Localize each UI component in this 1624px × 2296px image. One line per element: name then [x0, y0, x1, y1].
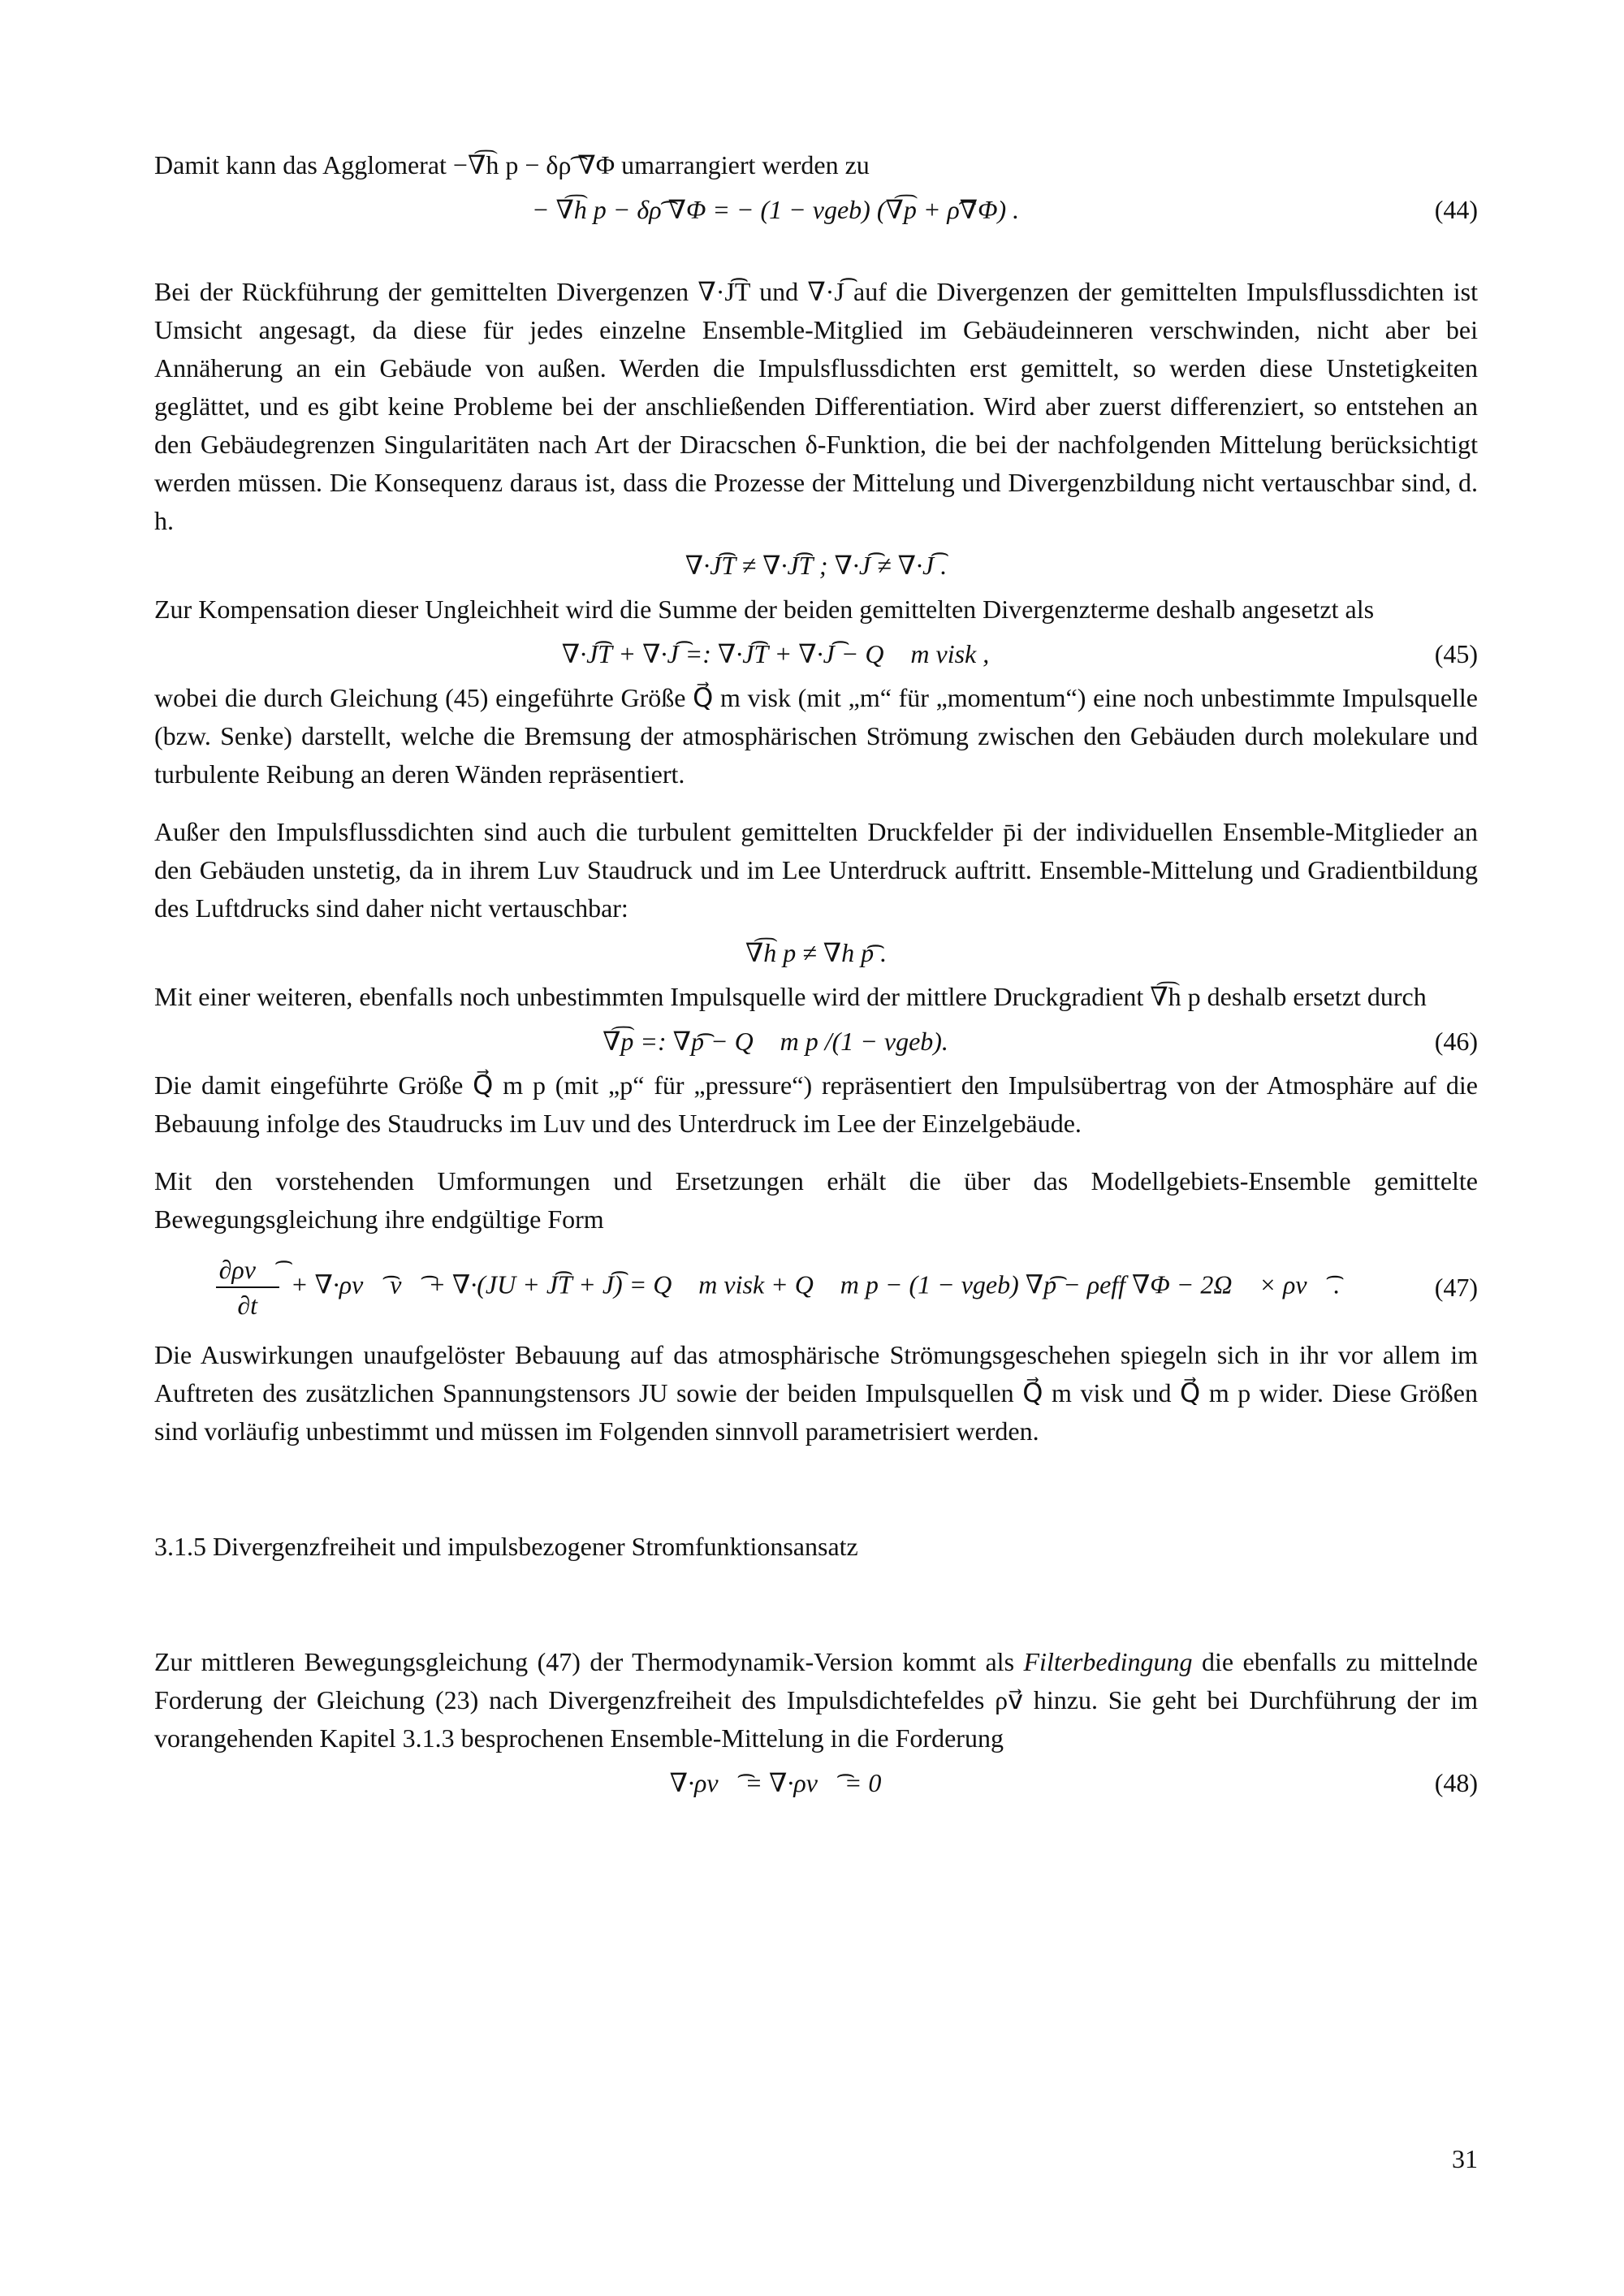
paragraph-final-form: Mit den vorstehenden Umformungen und Ersetzungen erhält die über das Modellgebiets-Ensemble gemittelte Bewegungsgleichung ihre endgültige Form	[154, 1166, 1478, 1234]
equation-inequality-1	[154, 540, 1478, 590]
paragraph-filter-condition	[154, 1643, 1478, 1758]
paragraph-pressure: Außer den Impulsflussdichten sind auch die turbulent gemittelten Druckfelder p̄i der individuellen Ensemble-Mitglieder an den Gebäuden unstetig, da in ihrem Luv Staudruck und im Lee Unterdruck auftritt. Ensemble-Mittelung und Gradientbildung des Luftdrucks sind daher nicht vertauschbar:	[154, 817, 1478, 923]
paragraph-momentum-source: wobei die durch Gleichung (45) eingeführte Größe Q⃗ m visk (mit „m“ für „momentum“) eine noch unbestimmte Impulsquelle (bzw. Senke) darstellt, welche die Bremsung der atmosphärischen Strömung zwischen den Gebäuden durch molekulare und turbulente Reibung an deren Wänden repräsentiert.	[154, 683, 1478, 789]
equation-45-body: ∇·J͡T + ∇·J͡ =: ∇·J͡T + ∇·J͡ − Q⃗ m visk ,	[561, 638, 990, 668]
paragraph-filter-condition-a: Zur mittleren Bewegungsgleichung (47) der Thermodynamik-Version kommt als	[154, 1647, 1024, 1676]
paragraph-intro: Damit kann das Agglomerat −∇͡h p − δρ͡ ∇Φ umarrangiert werden zu	[154, 150, 870, 179]
equation-inequality-2	[154, 927, 1478, 978]
equation-48-body: ∇·ρv⃗͡ = ∇·ρv⃗͡ = 0	[669, 1767, 882, 1797]
paragraph-effects: Die Auswirkungen unaufgelöster Bebauung auf das atmosphärische Strömungsgeschehen spiegeln sich in ihr vor allem im Auftreten des zusätzlichen Spannungstensors JU sowie der beiden Impulsquellen Q⃗ m visk und Q⃗ m p wider. Diese Größen sind vorläufig unbestimmt und müssen im Folgenden sinnvoll parametrisiert werden.	[154, 1340, 1478, 1446]
equation-47-fraction	[216, 1252, 279, 1322]
equation-47-numerator: ∂ρv⃗͡	[216, 1252, 279, 1288]
equation-46-number: (46)	[1434, 1026, 1478, 1056]
equation-inequality-2-body: ∇͡h p ≠ ∇h p͡ .	[745, 937, 888, 967]
paragraph-divergence: Bei der Rückführung der gemittelten Divergenzen ∇·J͡T und ∇·J͡ auf die Divergenzen der gemittelten Impulsflussdichten ist Umsicht angesagt, da diese für jedes einzelne Ensemble-Mitglied im Gebäudeinneren verschwinden, nicht aber bei Annäherung an ein Gebäude von außen. Werden die Impulsflussdichten erst gemittelt, so werden diese Unstetigkeiten geglättet, und es gibt keine Probleme bei der anschließenden Differentiation. Wird aber zuerst differenziert, so entstehen an den Gebäudegrenzen Singularitäten nach Art der Diracschen δ-Funktion, die bei der nachfolgenden Mittelung berücksichtigt werden müssen. Die Konsequenz daraus ist, dass die Prozesse der Mittelung und Divergenzbildung nicht vertauschbar sind, d. h.	[154, 277, 1478, 535]
paragraph-compensation: Zur Kompensation dieser Ungleichheit wird die Summe der beiden gemittelten Divergenzterme deshalb angesetzt als	[154, 595, 1375, 624]
equation-47-denominator: ∂t	[237, 1291, 258, 1320]
equation-45-number: (45)	[1434, 638, 1478, 668]
filterbedingung-emphasis: Filterbedingung	[1023, 1647, 1193, 1676]
paragraph-filter-condition-b: die ebenfalls zu mittelnde Forderung der Gleichung (23) nach Divergenzfreiheit des Impulsdichtefeldes ρv⃗ hinzu. Sie geht bei Durchführung der im vorangehenden Kapitel 3.1.3 besprochenen Ensemble-Mittelung in die Forderung	[154, 1647, 1479, 1753]
equation-48-number: (48)	[1434, 1767, 1478, 1797]
equation-45	[154, 629, 1478, 679]
equation-47	[154, 1239, 1478, 1336]
equation-46-body: ∇͡p =: ∇p͡ − Q⃗ m p /(1 − vgeb).	[603, 1026, 948, 1056]
equation-48	[154, 1758, 1478, 1808]
page-number: 31	[1452, 2144, 1478, 2173]
equation-46	[154, 1016, 1478, 1066]
equation-44-number: (44)	[1434, 194, 1478, 224]
paragraph-pressure-source: Die damit eingeführte Größe Q⃗ m p (mit „p“ für „pressure“) repräsentiert den Impulsübertrag von der Atmosphäre auf die Bebauung infolge des Staudrucks im Luv und des Unterdruck im Lee der Einzelgebäude.	[154, 1070, 1478, 1138]
equation-47-body	[154, 1252, 1397, 1322]
equation-inequality-1-body: ∇·J͡T ≠ ∇·J͡T ; ∇·J͡ ≠ ∇·J͡ .	[685, 550, 948, 580]
page-body	[154, 146, 1478, 1808]
equation-44	[154, 184, 1478, 235]
section-heading: 3.1.5 Divergenzfreiheit und impulsbezogener Stromfunktionsansatz	[154, 1532, 858, 1561]
equation-47-number: (47)	[1434, 1272, 1478, 1302]
equation-44-body: − ∇͡h p − δρ͡ ∇Φ = − (1 − vgeb) (∇͡p + ρ͡∇Φ) .	[531, 194, 1020, 224]
paragraph-pressure-gradient: Mit einer weiteren, ebenfalls noch unbestimmten Impulsquelle wird der mittlere Druckgradient ∇͡h p deshalb ersetzt durch	[154, 982, 1427, 1011]
equation-47-terms: + ∇·ρv⃗͡ v⃗͡ + ∇·(JU + J͡T + J͡) = Q⃗ m visk + Q⃗ m p − (1 − vgeb) ∇p͡ − ρeff ∇Φ − 2Ω⃗ × ρv⃗͡ .	[290, 1269, 1341, 1299]
